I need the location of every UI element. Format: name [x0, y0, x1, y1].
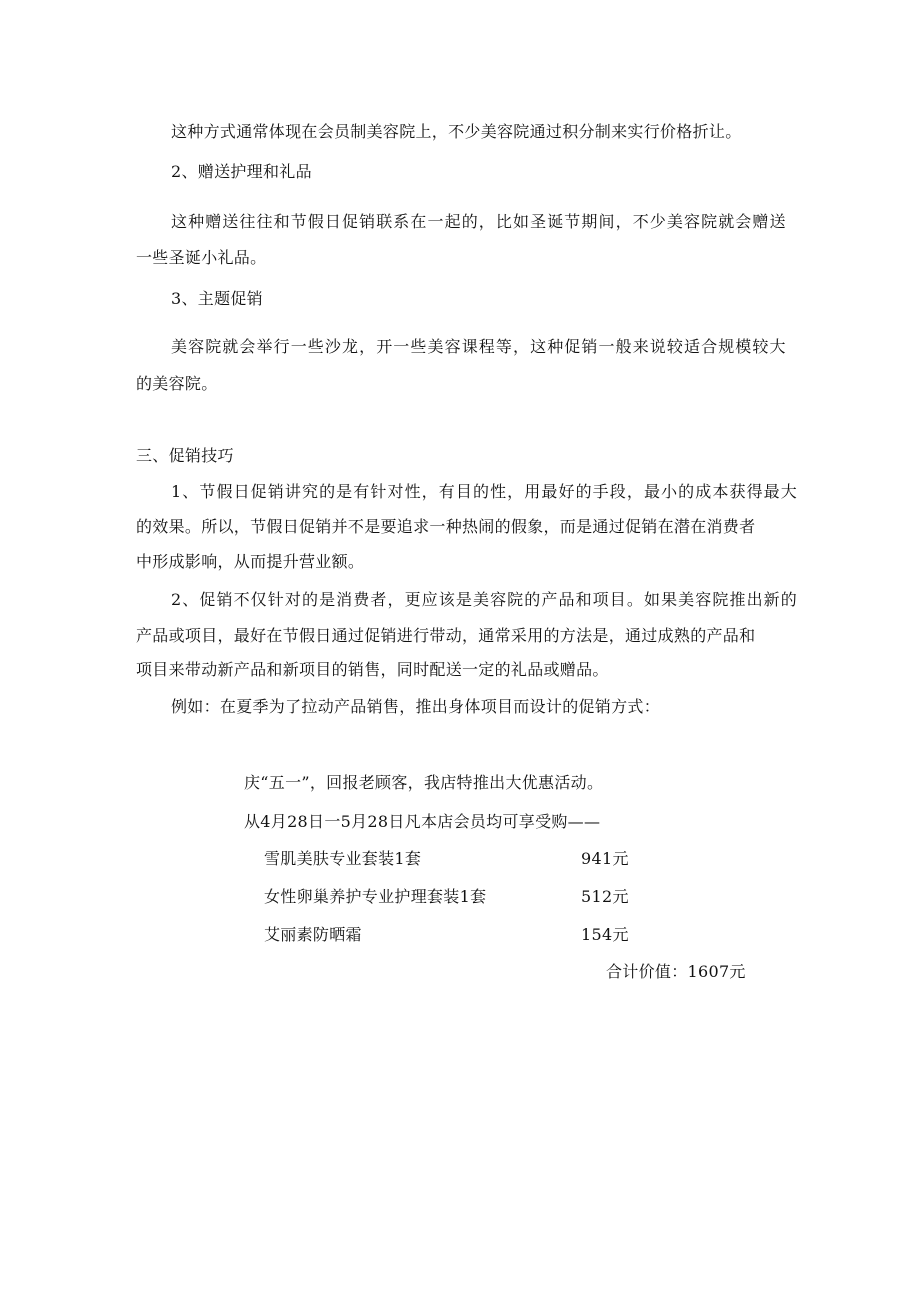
tip-1-line-3: 中形成影响，从而提升营业额。: [136, 552, 365, 571]
tip-1-line-1: 1、节假日促销讲究的是有针对性，有目的性，用最好的手段，最小的成本获得最大: [171, 482, 798, 501]
paragraph-theme-line-2: 的美容院。: [136, 374, 218, 393]
paragraph-points-discount: 这种方式通常体现在会员制美容院上，不少美容院通过积分制来实行价格折让。: [171, 122, 742, 141]
heading-gift-care: 2、赠送护理和礼品: [171, 162, 312, 181]
tip-2-line-1: 2、促销不仅针对的是消费者，更应该是美容院的产品和项目。如果美容院推出新的: [171, 590, 798, 609]
promo-item-price: 941元: [581, 849, 629, 868]
promo-item-price: 512元: [581, 887, 629, 906]
tip-2-line-3: 项目来带动新产品和新项目的销售，同时配送一定的礼品或赠品。: [136, 660, 609, 679]
promo-total-value: 合计价值：1607元: [606, 962, 746, 981]
paragraph-gift-line-2: 一些圣诞小礼品。: [136, 248, 267, 267]
promo-item-name: 女性卵巢养护专业护理套装1套: [264, 887, 487, 906]
promo-headline: 庆“五一”，回报老顾客，我店特推出大优惠活动。: [244, 773, 604, 792]
heading-theme-promo: 3、主题促销: [171, 289, 263, 308]
tip-1-line-2: 的效果。所以，节假日促销并不是要追求一种热闹的假象，而是通过促销在潜在消费者: [136, 517, 756, 536]
promo-item-name: 雪肌美肤专业套装1套: [264, 849, 422, 868]
section-title-promo-tips: 三、促销技巧: [136, 446, 234, 465]
promo-item-name: 艾丽素防晒霜: [264, 925, 362, 944]
example-intro: 例如：在夏季为了拉动产品销售，推出身体项目而设计的促销方式：: [171, 697, 661, 716]
promo-period: 从4月28日一5月28日凡本店会员均可享受购——: [244, 812, 601, 831]
tip-2-line-2: 产品或项目，最好在节假日通过促销进行带动，通常采用的方法是，通过成熟的产品和: [136, 626, 756, 645]
promo-item-price: 154元: [581, 925, 629, 944]
paragraph-gift-line-1: 这种赠送往往和节假日促销联系在一起的，比如圣诞节期间，不少美容院就会赠送: [171, 212, 787, 231]
paragraph-theme-line-1: 美容院就会举行一些沙龙，开一些美容课程等，这种促销一般来说较适合规模较大: [171, 337, 787, 356]
